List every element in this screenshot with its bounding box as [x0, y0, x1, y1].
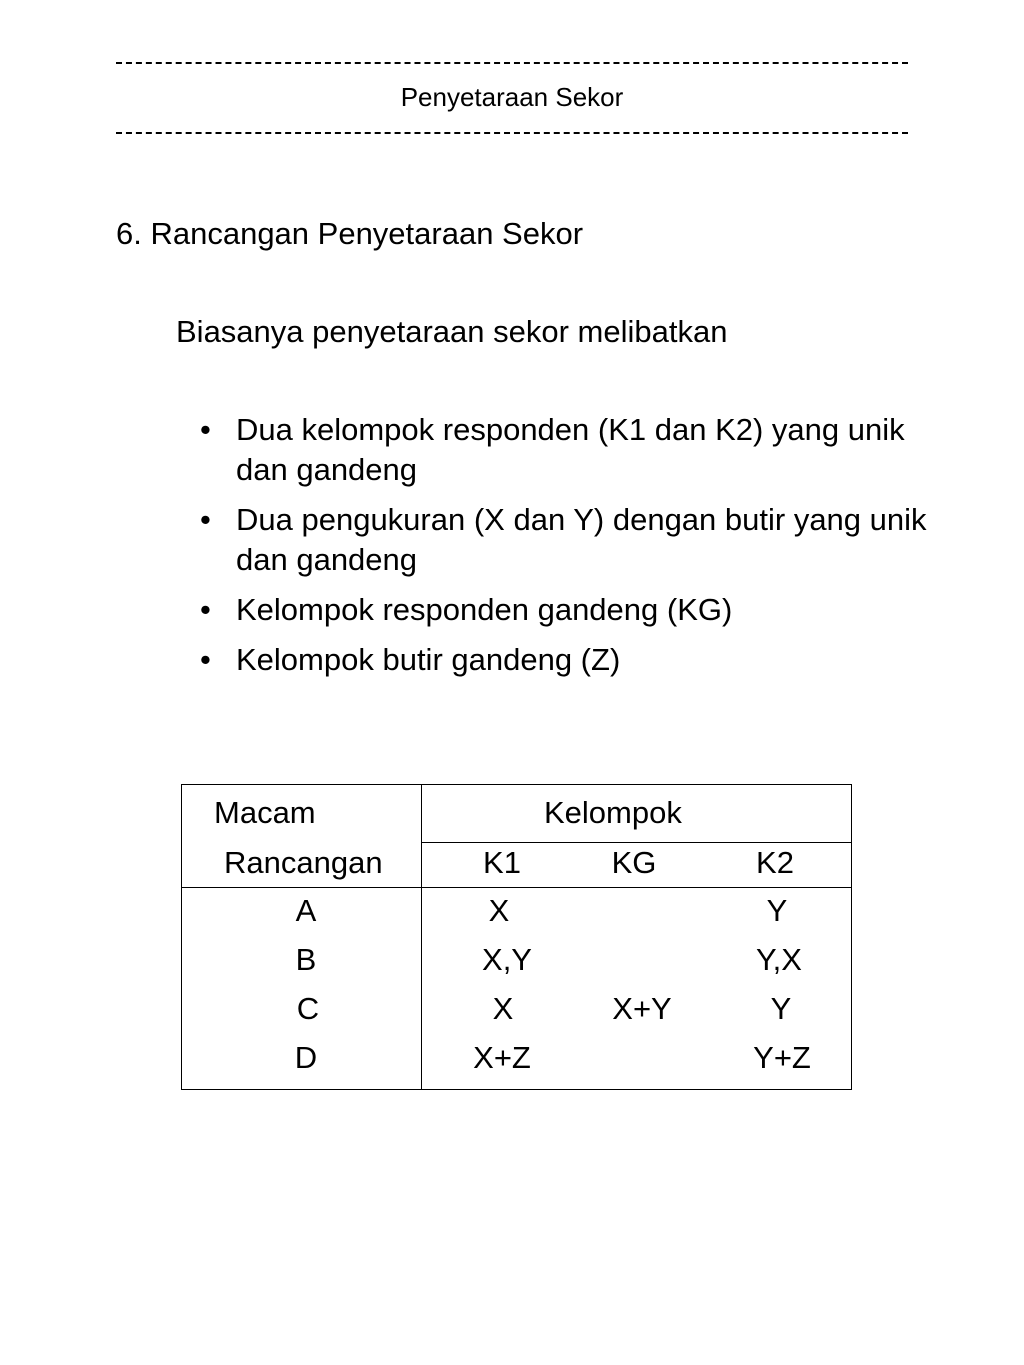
column-header-k1: K1 [483, 845, 521, 880]
bullet-icon: • [200, 642, 211, 677]
header-group: Kelompok [544, 795, 682, 830]
intro-text: Biasanya penyetaraan sekor melibatkan [176, 314, 728, 349]
column-header-kg: KG [611, 845, 657, 880]
bullet-text: Dua pengukuran (X dan Y) dengan butir yang unik dan gandeng [236, 502, 927, 577]
bullet-text: Kelompok butir gandeng (Z) [236, 642, 621, 677]
bullet-text: Dua kelompok responden (K1 dan K2) yang unik dan gandeng [236, 412, 905, 487]
row-c-k1: X [492, 991, 514, 1026]
bullet-icon: • [200, 502, 211, 537]
bullet-text: Kelompok responden gandeng (KG) [236, 592, 733, 627]
row-a-k2: Y [766, 893, 788, 928]
header-rule-bottom [116, 132, 908, 134]
bullet-icon: • [200, 592, 211, 627]
row-d-k2: Y+Z [753, 1040, 811, 1075]
bullet-item [196, 410, 956, 490]
column-header-k2: K2 [756, 845, 794, 880]
header-design-line1: Macam [214, 795, 316, 830]
row-c-kg: X+Y [612, 991, 672, 1026]
header-design-line2: Rancangan [224, 845, 383, 880]
table-column-divider [421, 785, 422, 1089]
header-rule-top [116, 62, 908, 64]
table-header-divider [182, 887, 851, 888]
row-b-k1: X,Y [482, 942, 532, 977]
row-d-k1: X+Z [473, 1040, 531, 1075]
row-a-k1: X [488, 893, 510, 928]
row-a-design: A [295, 893, 317, 928]
bullet-item [196, 640, 956, 680]
bullet-icon: • [200, 412, 211, 447]
running-title: Penyetaraan Sekor [400, 82, 624, 112]
bullet-item [196, 500, 956, 580]
row-b-design: B [295, 942, 317, 977]
row-d-design: D [294, 1040, 318, 1075]
bullet-list [196, 410, 956, 690]
row-b-k2: Y,X [756, 942, 802, 977]
design-table [181, 784, 852, 1090]
section-heading: 6. Rancangan Penyetaraan Sekor [116, 216, 584, 251]
bullet-item [196, 590, 956, 630]
row-c-k2: Y [770, 991, 792, 1026]
row-c-design: C [296, 991, 320, 1026]
